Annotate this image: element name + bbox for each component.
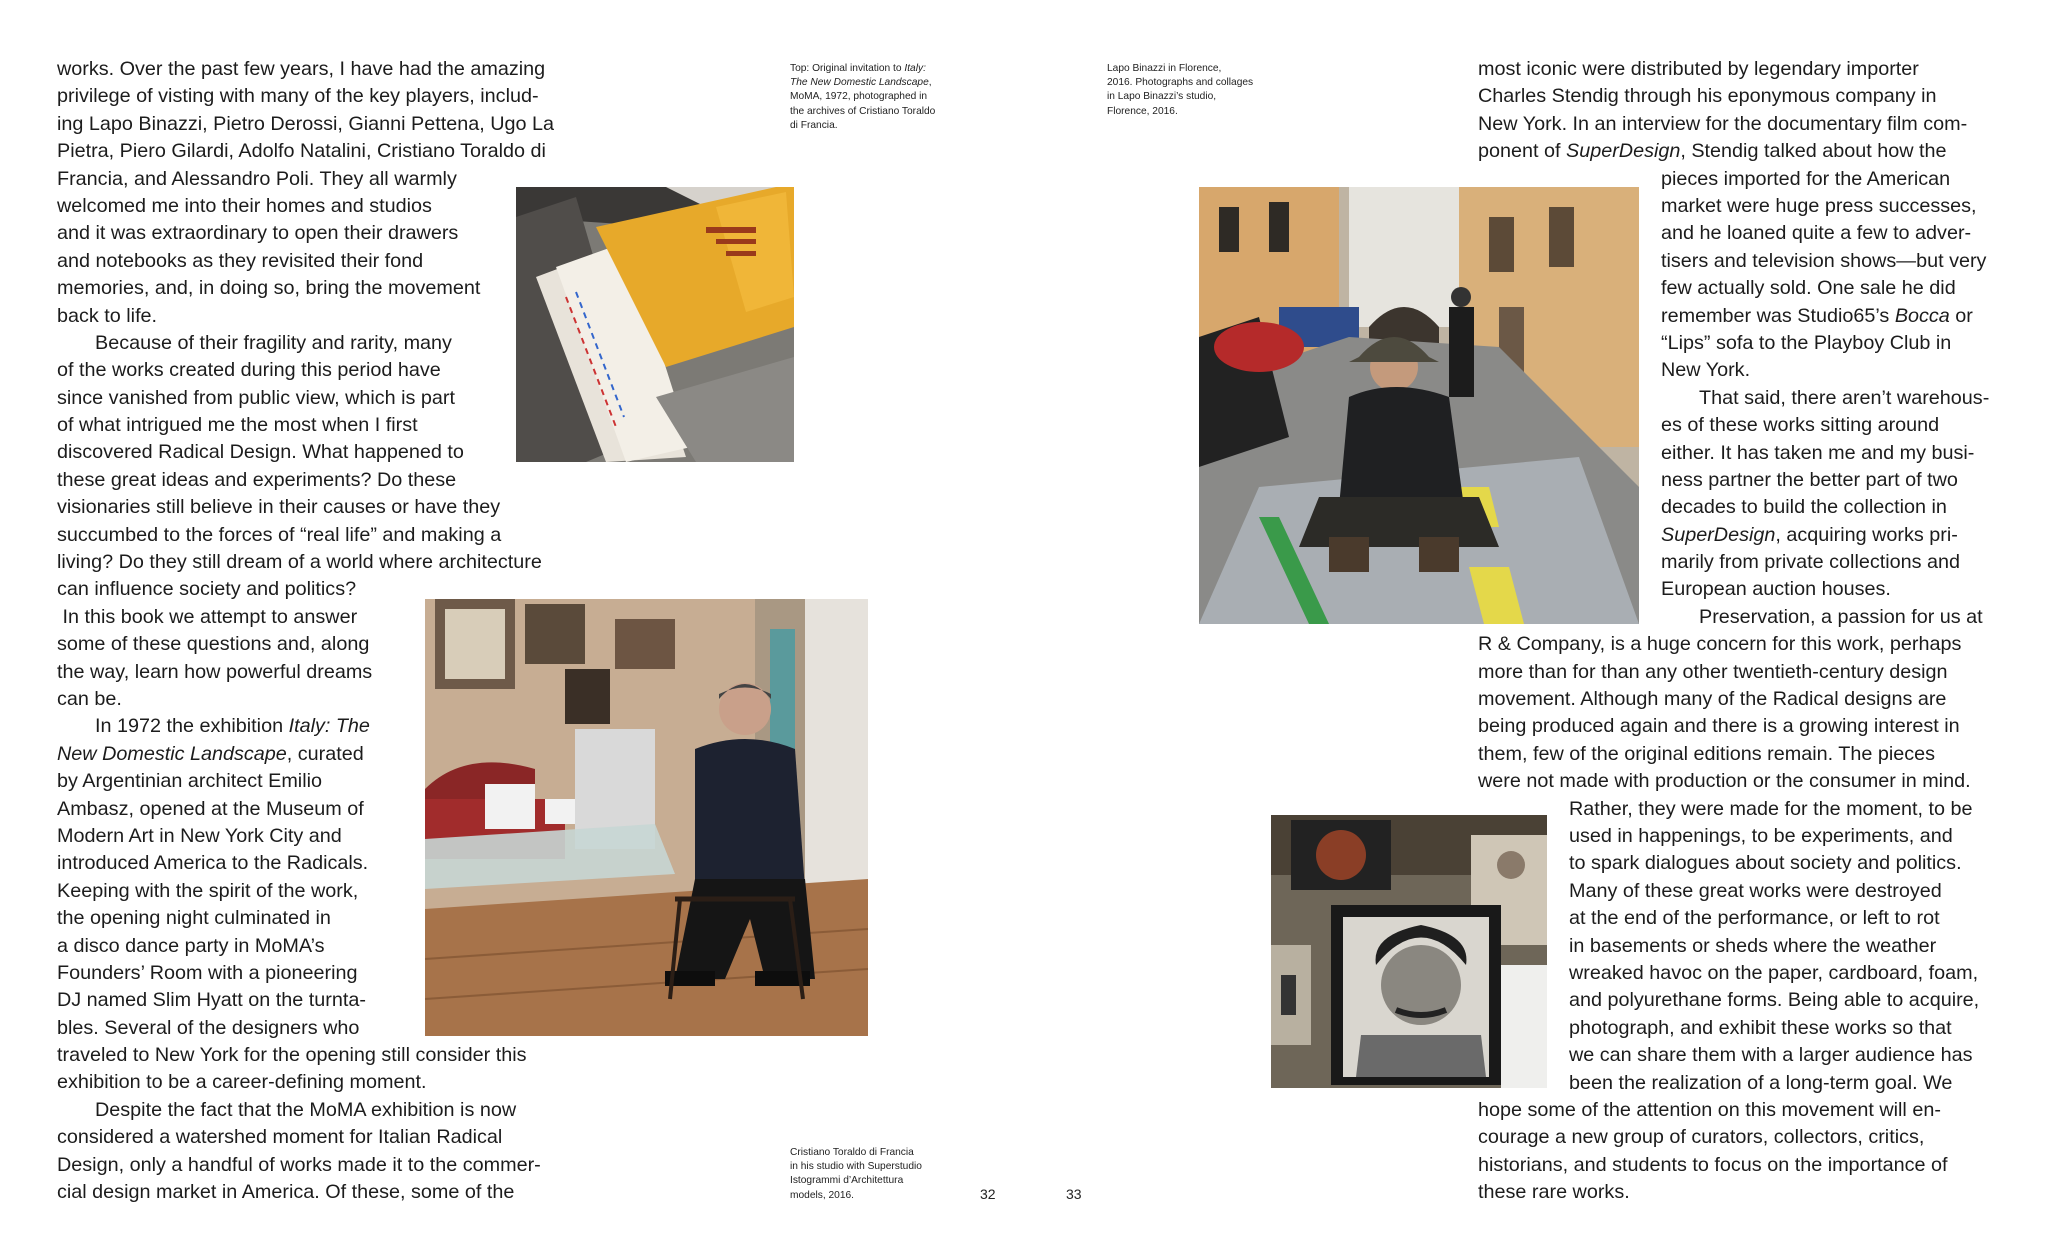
caption-line: the archives of Cristiano Toraldo (790, 105, 936, 117)
text-line: tisers and television shows—but very (1661, 249, 1987, 272)
caption-line: in Lapo Binazzi’s studio, (1107, 91, 1217, 103)
text-line: succumbed to the forces of “real life” and making a (57, 523, 502, 546)
page-number-left: 32 (980, 1186, 996, 1202)
text-line: back to life. (57, 304, 158, 327)
text-line: pieces imported for the American (1661, 167, 1951, 190)
text-line: and polyurethane forms. Being able to acquire, (1569, 989, 1980, 1012)
text-line: to spark dialogues about society and politics. (1569, 852, 1962, 875)
text-line: by Argentinian architect Emilio (57, 770, 322, 793)
text-line: either. It has taken me and my busi- (1661, 441, 1975, 464)
product-name: Bocca (1894, 304, 1950, 327)
text-line: a disco dance party in MoMA’s (57, 934, 325, 957)
caption-line: Lapo Binazzi in Florence, (1107, 63, 1222, 74)
text-line: these great ideas and experiments? Do these (57, 468, 457, 491)
text-line: living? Do they still dream of a world where architecture (57, 551, 542, 574)
invitation-photo (516, 187, 794, 462)
text-line: these rare works. (1478, 1181, 1630, 1204)
right-body-narrow-a (1661, 166, 1989, 632)
text-line: few actually sold. One sale he did (1661, 277, 1956, 300)
page-number-right: 33 (1066, 1186, 1082, 1202)
text-line: considered a watershed moment for Italian Radical (57, 1126, 503, 1149)
caption-invitation (790, 62, 935, 133)
text-span: , curated (286, 742, 364, 765)
caption-florence (1107, 62, 1253, 119)
text-line: Rather, they were made for the moment, to be (1569, 797, 1973, 820)
text-line: Charles Stendig through his eponymous company in (1478, 85, 1937, 108)
exhibition-title: The New Domestic Landscape (790, 77, 929, 89)
caption-studio (790, 1146, 922, 1203)
text-line: welcomed me into their homes and studios (57, 194, 432, 217)
right-body-wide-end (1478, 1097, 1948, 1207)
street-portrait-photo (1199, 187, 1639, 624)
text-line: Preservation, a passion for us at (1699, 605, 1983, 628)
text-line: cial design market in America. Of these, some of the (57, 1181, 515, 1204)
text-line: visionaries still believe in their causes or have they (57, 496, 501, 519)
caption-line: Cristiano Toraldo di Francia (790, 1147, 914, 1158)
text-line: That said, there aren’t warehous- (1699, 386, 1990, 409)
text-line: New York. In an interview for the documentary film com- (1478, 112, 1968, 135)
text-line: market were huge press successes, (1661, 194, 1977, 217)
text-line: courage a new group of curators, collectors, critics, (1478, 1126, 1925, 1149)
text-line: Pietra, Piero Gilardi, Adolfo Natalini, Cristiano Toraldo di (57, 140, 546, 163)
text-line: ing Lapo Binazzi, Pietro Derossi, Gianni Pettena, Ugo La (57, 112, 555, 135)
text-span: In 1972 the exhibition (95, 715, 289, 738)
right-body-wide-top (1478, 56, 1967, 166)
text-line: historians, and students to focus on the importance of (1478, 1153, 1948, 1176)
text-line: photograph, and exhibit these works so that (1569, 1016, 1952, 1039)
text-line: can influence society and politics? (57, 578, 357, 601)
caption-line: di Francia. (790, 119, 838, 131)
caption-line: models, 2016. (790, 1189, 854, 1201)
caption-line: in his studio with Superstudio (790, 1161, 922, 1173)
text-line (1478, 138, 1967, 165)
text-line: since vanished from public view, which is part (57, 386, 456, 409)
caption-line: 2016. Photographs and collages (1107, 77, 1254, 89)
text-line: more than for than any other twentieth-century design (1478, 660, 1948, 683)
text-line: been the realization of a long-term goal. We (1569, 1071, 1953, 1094)
text-span: remember was Studio65’s (1661, 304, 1895, 327)
text-line: Founders’ Room with a pioneering (57, 961, 358, 984)
right-body-narrow-d (1569, 796, 1979, 1097)
text-line: Many of these great works were destroyed (1569, 879, 1942, 902)
text-line (1661, 303, 1989, 330)
text-line: New York. (1661, 359, 1751, 382)
exhibition-title: Italy: (904, 63, 926, 74)
text-line: and notebooks as they revisited their fond (57, 249, 424, 272)
text-line: we can share them with a larger audience has (1569, 1044, 1973, 1067)
text-line: in basements or sheds where the weather (1569, 934, 1937, 957)
text-span: ponent of (1478, 140, 1566, 163)
text-line: Because of their fragility and rarity, many (95, 331, 452, 354)
text-line: and he loaned quite a few to adver- (1661, 222, 1972, 245)
text-line: some of these questions and, along (57, 633, 370, 656)
caption-line: Florence, 2016. (1107, 105, 1178, 117)
text-line: hope some of the attention on this movement will en- (1478, 1099, 1941, 1121)
text-line: exhibition to be a career-defining moment. (57, 1071, 427, 1094)
text-span: or (1949, 304, 1973, 327)
book-title: SuperDesign (1661, 523, 1776, 546)
text-line: Despite the fact that the MoMA exhibition is now (95, 1098, 517, 1121)
text-line: decades to build the collection in (1661, 496, 1947, 519)
text-span: Top: Original invitation to (790, 63, 905, 74)
text-line: used in happenings, to be experiments, and (1569, 824, 1953, 847)
text-line: being produced again and there is a growing interest in (1478, 715, 1960, 738)
text-line: them, few of the original editions remain. The pieces (1478, 742, 1936, 765)
exhibition-title: New Domestic Landscape (57, 742, 287, 765)
book-title: SuperDesign (1566, 140, 1681, 163)
caption-line: MoMA, 1972, photographed in (790, 91, 928, 103)
text-line: most iconic were distributed by legendary importer (1478, 58, 1919, 80)
collage-photo (1271, 815, 1547, 1088)
text-line: privilege of visting with many of the key players, includ- (57, 85, 539, 108)
text-line: were not made with production or the consumer in mind. (1478, 770, 1971, 793)
caption-line (790, 76, 935, 90)
studio-portrait-photo (425, 599, 868, 1036)
text-line: the opening night culminated in (57, 907, 331, 930)
text-line: introduced America to the Radicals. (57, 852, 369, 875)
text-line: ness partner the better part of two (1661, 468, 1958, 491)
text-line: Francia, and Alessandro Poli. They all warmly (57, 167, 457, 190)
exhibition-title: Italy: The (288, 715, 370, 738)
text-line (1661, 522, 1989, 549)
text-line: of what intrigued me the most when I first (57, 414, 418, 437)
text-line: R & Company, is a huge concern for this work, perhaps (1478, 633, 1962, 656)
text-line: and it was extraordinary to open their drawers (57, 222, 459, 245)
text-line: es of these works sitting around (1661, 414, 1940, 437)
text-line: can be. (57, 687, 122, 710)
text-line: In this book we attempt to answer (57, 605, 358, 628)
text-line: the way, learn how powerful dreams (57, 660, 373, 683)
text-line: “Lips” sofa to the Playboy Club in (1661, 331, 1952, 354)
text-line: of the works created during this period have (57, 359, 441, 382)
text-span: , (928, 77, 932, 89)
text-line: discovered Radical Design. What happened to (57, 441, 464, 464)
text-span: , Stendig talked about how the (1680, 140, 1947, 163)
text-line: Design, only a handful of works made it to the commer- (57, 1153, 541, 1176)
text-line: marily from private collections and (1661, 551, 1961, 574)
text-line: DJ named Slim Hyatt on the turnta- (57, 989, 366, 1012)
text-line: wreaked havoc on the paper, cardboard, foam, (1569, 961, 1979, 984)
text-line: works. Over the past few years, I have had the amazing (57, 58, 546, 80)
text-span: , acquiring works pri- (1775, 523, 1958, 546)
text-line: at the end of the performance, or left to rot (1569, 907, 1940, 930)
text-line: Ambasz, opened at the Museum of (57, 797, 364, 820)
text-line: Modern Art in New York City and (57, 824, 342, 847)
text-line: Keeping with the spirit of the work, (57, 879, 359, 902)
caption-line (790, 62, 935, 76)
text-line: movement. Although many of the Radical designs are (1478, 687, 1947, 710)
text-line: memories, and, in doing so, bring the movement (57, 277, 481, 300)
text-line: European auction houses. (1661, 578, 1891, 601)
text-line: traveled to New York for the opening still consider this (57, 1044, 527, 1067)
caption-line: Istogrammi d’Architettura (790, 1175, 904, 1187)
text-line: bles. Several of the designers who (57, 1016, 360, 1039)
right-body-wide-mid (1478, 631, 1971, 795)
